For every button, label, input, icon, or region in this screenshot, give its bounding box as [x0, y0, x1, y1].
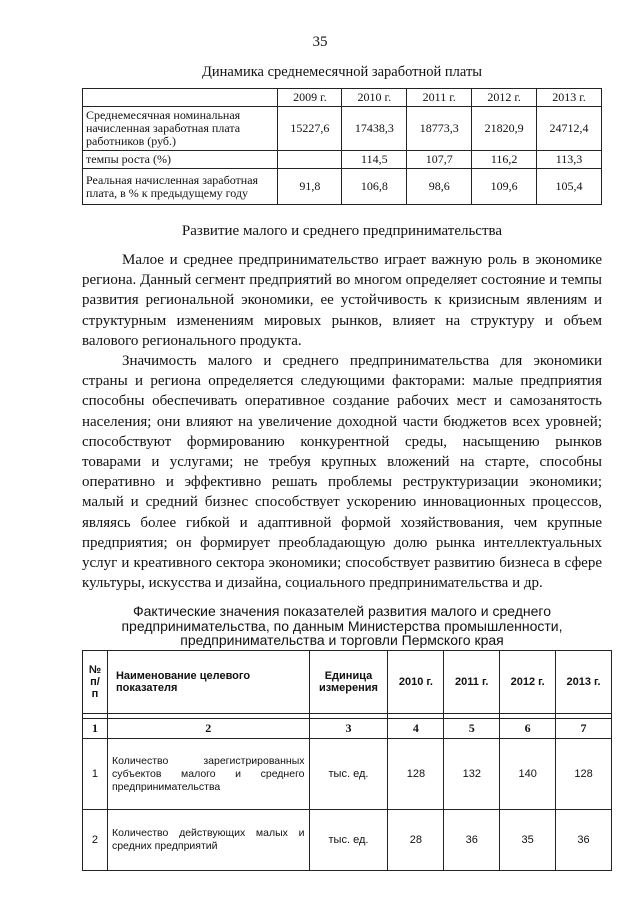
salary-table	[82, 88, 602, 205]
table-cell: 18773,3	[407, 107, 472, 151]
column-index: 6	[500, 719, 556, 739]
column-index: 7	[556, 719, 612, 739]
table-cell: 17438,3	[342, 107, 407, 151]
table-cell	[278, 151, 342, 169]
table-cell: 24712,4	[537, 107, 602, 151]
table-cell: 98,6	[407, 169, 472, 205]
header-year-2011: 2011 г.	[444, 651, 500, 714]
row-label: темпы роста (%)	[83, 151, 278, 169]
column-index: 4	[388, 719, 444, 739]
table-cell: 105,4	[537, 169, 602, 205]
table-row	[83, 810, 612, 871]
header-num: № п/п	[83, 651, 108, 714]
column-index: 5	[444, 719, 500, 739]
row-label: Среднемесячная номинальная начисленная заработная плата работников (руб.)	[83, 107, 278, 151]
table-cell: 116,2	[472, 151, 537, 169]
sme-table-title: Фактические значения показателей развития малого и среднего предпринимательства, по данным Министерства промышленности, предпринимательства и торговли Пермского края	[121, 603, 563, 648]
column-index-row	[83, 719, 612, 739]
row-label: Реальная начисленная заработная плата, в % к предыдущему году	[83, 169, 278, 205]
column-index: 1	[83, 719, 108, 739]
body-text	[82, 250, 602, 593]
table-row	[83, 151, 602, 169]
paragraph: Значимость малого и среднего предпринимательства для экономики страны и региона определяется следующими факторами: малые предприятия способны обеспечивать оперативное создание рабочих мест и самозанятость населения; они влияют на увеличение доходной части бюджетов всех уровней; способствуют формированию конкурентной среды, насыщению рынков товарами и услугами; не требуя крупных вложений на старте, способны оперативно и эффективно решать проблемы реструктуризации экономики; малый и средний бизнес способствует ускорению инновационных процессов, являясь более гибкой и адаптивной формой хозяйствования, чем крупные предприятия; он формирует преобладающую долю рынка интеллектуальных услуг и креативного сектора экономики; способствует развитию бизнеса в сфере культуры, искусства и дизайна, социального предпринимательства и др.	[82, 353, 602, 592]
table-row	[83, 169, 602, 205]
header-name: Наименование целевого показателя	[107, 651, 309, 714]
header-year-2010: 2010 г.	[388, 651, 444, 714]
table-cell: 107,7	[407, 151, 472, 169]
table-cell: 91,8	[278, 169, 342, 205]
header-year-2013: 2013 г.	[556, 651, 612, 714]
table-cell: 128	[388, 739, 444, 810]
indicator-unit: тыс. ед.	[309, 810, 388, 871]
table-cell: 106,8	[342, 169, 407, 205]
table-cell: 21820,9	[472, 107, 537, 151]
table-cell: 36	[444, 810, 500, 871]
sme-table-header	[83, 651, 612, 714]
column-index: 3	[309, 719, 388, 739]
table-row	[83, 107, 602, 151]
table-cell: 114,5	[342, 151, 407, 169]
column-index: 2	[107, 719, 309, 739]
indicator-name: Количество зарегистрированных субъектов малого и среднего предпринимательства	[107, 739, 309, 810]
salary-year-2010: 2010 г.	[342, 89, 407, 107]
table-cell: 140	[500, 739, 556, 810]
table-cell: 132	[444, 739, 500, 810]
salary-year-2011: 2011 г.	[407, 89, 472, 107]
row-number: 1	[83, 739, 108, 810]
salary-table-header	[83, 89, 602, 107]
sme-table	[82, 650, 612, 871]
table-cell: 128	[556, 739, 612, 810]
section-title: Развитие малого и среднего предпринимательства	[181, 223, 503, 239]
table-cell: 15227,6	[278, 107, 342, 151]
table-cell: 36	[556, 810, 612, 871]
salary-year-2009: 2009 г.	[278, 89, 342, 107]
salary-table-title: Динамика среднемесячной заработной платы	[201, 64, 483, 80]
row-number: 2	[83, 810, 108, 871]
table-cell: 28	[388, 810, 444, 871]
paragraph: Малое и среднее предпринимательство играет важную роль в экономике региона. Данный сегмент предприятий во многом определяет состояние и темпы развития региональной экономики, ее устойчивость к кризисным явлениям и структурным изменениям мировых рынков, влияет на структуру и объем валового регионального продукта.	[82, 252, 602, 349]
table-cell: 109,6	[472, 169, 537, 205]
page-number: 35	[312, 34, 328, 50]
table-row	[83, 739, 612, 810]
salary-year-2012: 2012 г.	[472, 89, 537, 107]
indicator-name: Количество действующих малых и средних предприятий	[107, 810, 309, 871]
salary-header-blank	[83, 89, 278, 107]
indicator-unit: тыс. ед.	[309, 739, 388, 810]
header-unit: Единица измерения	[309, 651, 388, 714]
table-cell: 113,3	[537, 151, 602, 169]
header-year-2012: 2012 г.	[500, 651, 556, 714]
salary-year-2013: 2013 г.	[537, 89, 602, 107]
table-cell: 35	[500, 810, 556, 871]
